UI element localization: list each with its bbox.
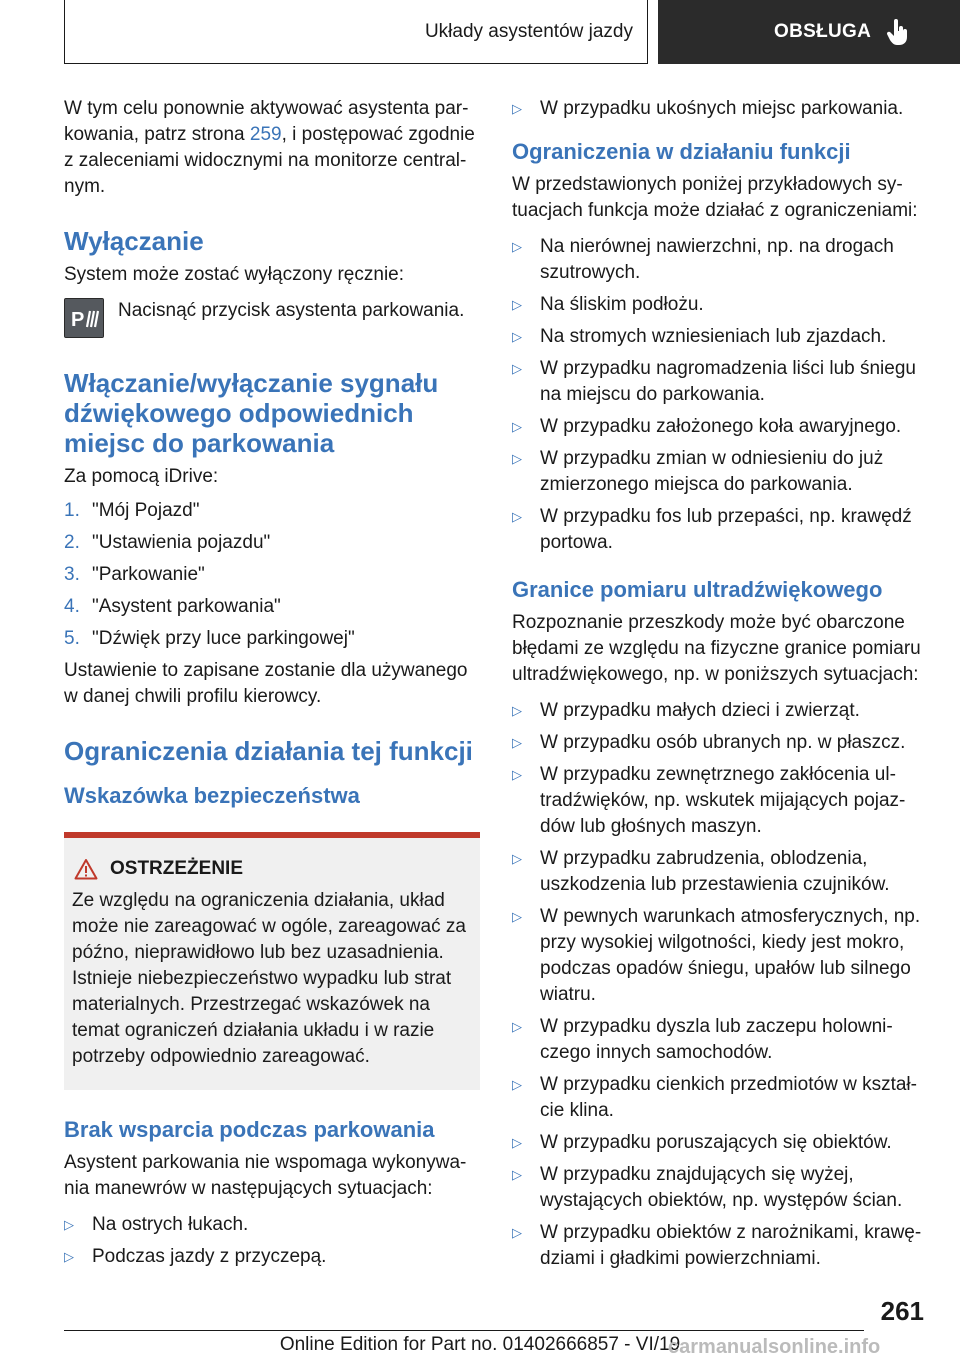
- triangle-right-icon: ▷: [512, 419, 522, 434]
- func-intro: W przedstawionych poniżej przykładowych sytuacjach funkcja może działać z ograniczeniami:: [512, 174, 918, 221]
- list-item: ▷ W przypadku założonego koła awaryjnego.: [512, 414, 928, 440]
- off-text: System może zostać wyłączony ręcznie:: [64, 264, 405, 285]
- heading-func: Ograniczenia w działaniu funkcji: [512, 139, 851, 164]
- triangle-right-icon: ▷: [512, 509, 522, 524]
- list-item: ▷ W przypadku poruszających się obiektów.: [512, 1130, 928, 1156]
- triangle-right-icon: ▷: [512, 767, 522, 782]
- page-number: 261: [880, 1296, 924, 1326]
- heading-off: Wyłączanie: [64, 226, 204, 256]
- triangle-right-icon: ▷: [512, 703, 522, 718]
- button-instruction-text: Nacisnąć przycisk asystenta parkowania.: [118, 300, 465, 321]
- heading-ultra: Granice pomiaru ultradźwiękowego: [512, 577, 883, 602]
- triangle-right-icon: ▷: [512, 1225, 522, 1240]
- triangle-right-icon: ▷: [512, 1167, 522, 1182]
- page-link[interactable]: 259: [249, 124, 282, 145]
- list-item: ▷ Podczas jazdy z przyczepą.: [64, 1244, 480, 1270]
- list-item: 2. "Ustawienia pojazdu": [64, 532, 271, 553]
- idrive-steps: [64, 498, 480, 652]
- list-item: ▷ W przypadku zabrudzenia, oblodzenia, uszkodzenia lub przestawienia czujników.: [512, 846, 928, 898]
- button-instruction: [64, 298, 480, 338]
- triangle-right-icon: ▷: [512, 329, 522, 344]
- warning-title: OSTRZEŻENIE: [110, 858, 244, 879]
- list-item: ▷ W przypadku małych dzieci i zwierząt.: [512, 698, 928, 724]
- list-item: 5. "Dźwięk przy luce parkingowej": [64, 628, 355, 649]
- triangle-right-icon: ▷: [512, 1135, 522, 1150]
- list-item: ▷ W przypadku osób ubranych np. w płaszcz.: [512, 730, 928, 756]
- list-item: ▷ W przypadku zmian w odniesieniu do już zmierzonego miejsca do parkowania.: [512, 446, 928, 498]
- triangle-right-icon: ▷: [512, 297, 522, 312]
- watermark: carmanualsonline.info: [668, 1336, 881, 1358]
- header-chapter-title: OBSŁUGA: [774, 21, 872, 42]
- nosupport-list: [64, 1212, 480, 1270]
- triangle-right-icon: ▷: [512, 101, 522, 116]
- list-item: ▷ Na ostrych łukach.: [64, 1212, 480, 1238]
- triangle-right-icon: ▷: [512, 851, 522, 866]
- list-item: ▷ Na stromych wzniesieniach lub zjazdach.: [512, 324, 928, 350]
- list-item: ▷ W przypadku cienkich przedmiotów w kształcie klina.: [512, 1072, 928, 1124]
- warning-triangle-icon: [74, 858, 98, 880]
- heading-safety: Wskazówka bezpieczeństwa: [64, 783, 360, 808]
- triangle-right-icon: ▷: [512, 361, 522, 376]
- header-section-title: Układy asystentów jazdy: [424, 20, 633, 42]
- heading-nosupport: Brak wsparcia podczas parkowania: [64, 1117, 435, 1142]
- warning-header: [72, 856, 470, 882]
- left-column: [64, 96, 480, 1276]
- ultra-list: [512, 698, 928, 1272]
- footer-edition: Online Edition for Part no. 01402666857 - VI/19: [279, 1334, 681, 1355]
- list-item: ▷ W przypadku dyszla lub zaczepu holowniczego innych samochodów.: [512, 1014, 928, 1066]
- list-item: ▷ Na nierównej nawierzchni, np. na drogach szutrowych.: [512, 234, 928, 286]
- list-item: 3. "Parkowanie": [64, 564, 205, 585]
- intro-paragraph: W tym celu ponownie aktywować asystenta parkowania, patrz strona 259, i postępować zgodnie z zaleceniami widocznymi na monitorze centralnym.: [64, 98, 475, 197]
- hand-pointer-icon: [887, 19, 909, 45]
- heading-signal: Włączanie/wyłączanie sygnału dźwiękowego odpowiednich miejsc do parkowania: [64, 368, 439, 458]
- warning-text: Ze względu na ograniczenia działania, układ może nie zareagować w ogóle, zareagować za późno, nieprawidłowo lub bez uzasadnienia. Istnieje niebezpieczeństwo wypadku lub strat materialnych. Przestrzegać wskazówek na temat ograniczeń działania układu i w razie potrzeby odpowiednio zareagować.: [72, 890, 466, 1067]
- heading-limits: Ograniczenia działania tej funkcji: [64, 736, 473, 766]
- list-item: ▷ W pewnych warunkach atmosferycznych, np. przy wysokiej wilgotności, kiedy jest mokro, podczas opadów śniegu, upałów lub silnego wiatru.: [512, 904, 928, 1008]
- warning-box: [64, 832, 480, 1090]
- footer-divider: [64, 1330, 864, 1331]
- triangle-right-icon: ▷: [512, 1077, 522, 1092]
- top-list: [512, 96, 928, 122]
- triangle-right-icon: ▷: [64, 1249, 74, 1264]
- list-item: 1. "Mój Pojazd": [64, 500, 200, 521]
- triangle-right-icon: ▷: [512, 735, 522, 750]
- nosupport-intro: Asystent parkowania nie wspomaga wykonywania manewrów w następujących sytuacjach:: [64, 1152, 467, 1199]
- list-item: ▷ W przypadku ukośnych miejsc parkowania.: [512, 96, 928, 122]
- list-item: ▷ W przypadku znajdujących się wyżej, wystających obiektów, np. występów ścian.: [512, 1162, 928, 1214]
- signal-outro: Ustawienie to zapisane zostanie dla używanego w danej chwili profilu kierowcy.: [64, 660, 468, 707]
- signal-intro: Za pomocą iDrive:: [64, 466, 219, 487]
- header-section-box: [64, 0, 648, 64]
- list-item: ▷ W przypadku nagromadzenia liści lub śniegu na miejscu do parkowania.: [512, 356, 928, 408]
- triangle-right-icon: ▷: [512, 1019, 522, 1034]
- list-item: ▷ Na śliskim podłożu.: [512, 292, 928, 318]
- triangle-right-icon: ▷: [512, 909, 522, 924]
- svg-text:P: P: [71, 309, 85, 331]
- ultra-intro: Rozpoznanie przeszkody może być obarczone błędami ze względu na fizyczne granice pomiaru ultradźwiękowego, np. w poniższych sytuacjach:: [512, 612, 921, 685]
- list-item: ▷ W przypadku obiektów z narożnikami, krawędziami i gładkimi powierzchniami.: [512, 1220, 928, 1272]
- triangle-right-icon: ▷: [64, 1217, 74, 1232]
- triangle-right-icon: ▷: [512, 239, 522, 254]
- list-item: 4. "Asystent parkowania": [64, 596, 281, 617]
- header-chapter-box: [658, 0, 960, 64]
- list-item: ▷ W przypadku zewnętrznego zakłócenia ultradźwięków, np. wskutek mijających pojazdów lub głośnych maszyn.: [512, 762, 928, 840]
- list-item: ▷ W przypadku fos lub przepaści, np. krawędź portowa.: [512, 504, 928, 556]
- right-column: [512, 96, 928, 1278]
- func-list: [512, 234, 928, 556]
- park-assist-button-icon: [64, 298, 104, 338]
- triangle-right-icon: ▷: [512, 451, 522, 466]
